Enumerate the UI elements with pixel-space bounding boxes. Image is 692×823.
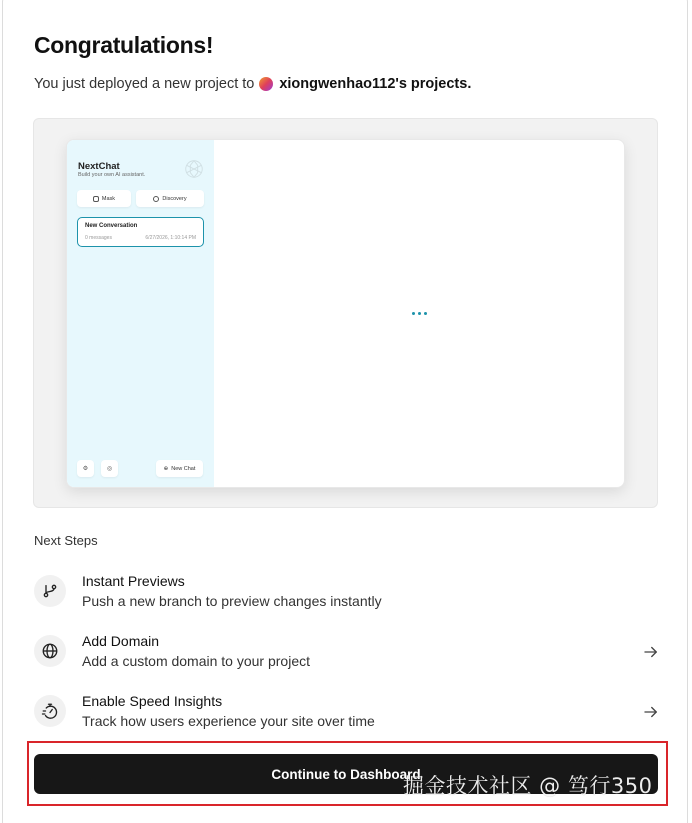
next-step-speed-insights[interactable]	[34, 693, 660, 741]
step-title: Add Domain	[82, 633, 160, 649]
new-chat-label: New Chat	[171, 465, 196, 472]
arrow-right-icon[interactable]	[642, 703, 660, 721]
discovery-label: Discovery	[162, 195, 187, 202]
nextchat-tagline: Build your own AI assistant.	[78, 172, 146, 178]
step-title: Enable Speed Insights	[82, 693, 223, 709]
step-description: Track how users experience your site over time	[82, 713, 375, 729]
team-name[interactable]: xiongwenhao112's projects.	[279, 76, 472, 92]
step-description: Add a custom domain to your project	[82, 653, 311, 669]
nextchat-mask-button	[77, 190, 131, 207]
deployment-screenshot[interactable]	[66, 139, 625, 488]
openai-logo-icon	[183, 158, 205, 180]
step-title: Instant Previews	[82, 573, 185, 589]
nextchat-app-name: NextChat	[78, 161, 120, 172]
nextchat-discovery-button	[136, 190, 204, 207]
plus-circle-icon: ⊕	[163, 465, 169, 472]
loading-indicator	[412, 312, 427, 315]
settings-icon: ⚙	[77, 460, 94, 477]
continue-to-dashboard-button[interactable]: Continue to Dashboard	[34, 754, 658, 794]
git-branch-icon	[34, 575, 66, 607]
mask-icon	[93, 196, 99, 202]
nextchat-new-chat-button	[156, 460, 203, 477]
team-avatar	[259, 77, 273, 91]
conversation-message-count: 0 messages	[85, 235, 112, 241]
subtitle-text: You just deployed a new project to	[34, 76, 255, 92]
github-icon: ◎	[101, 460, 118, 477]
next-step-instant-previews[interactable]	[34, 573, 660, 621]
watermark: 掘金技术社区 @ 笃行350	[403, 774, 653, 798]
arrow-right-icon[interactable]	[642, 643, 660, 661]
page-title: Congratulations!	[34, 32, 214, 58]
next-steps-label: Next Steps	[34, 533, 98, 548]
globe-icon	[34, 635, 66, 667]
nextchat-sidebar	[67, 140, 214, 487]
step-description: Push a new branch to preview changes instantly	[82, 593, 382, 609]
next-step-add-domain[interactable]	[34, 633, 660, 681]
deploy-subtitle	[34, 76, 471, 92]
mask-label: Mask	[101, 195, 116, 202]
conversation-title: New Conversation	[85, 223, 138, 229]
speedometer-icon	[34, 695, 66, 727]
discovery-icon	[153, 196, 159, 202]
conversation-date: 6/27/2026, 1:10:14 PM	[145, 235, 196, 241]
nextchat-conversation-item	[77, 217, 204, 247]
